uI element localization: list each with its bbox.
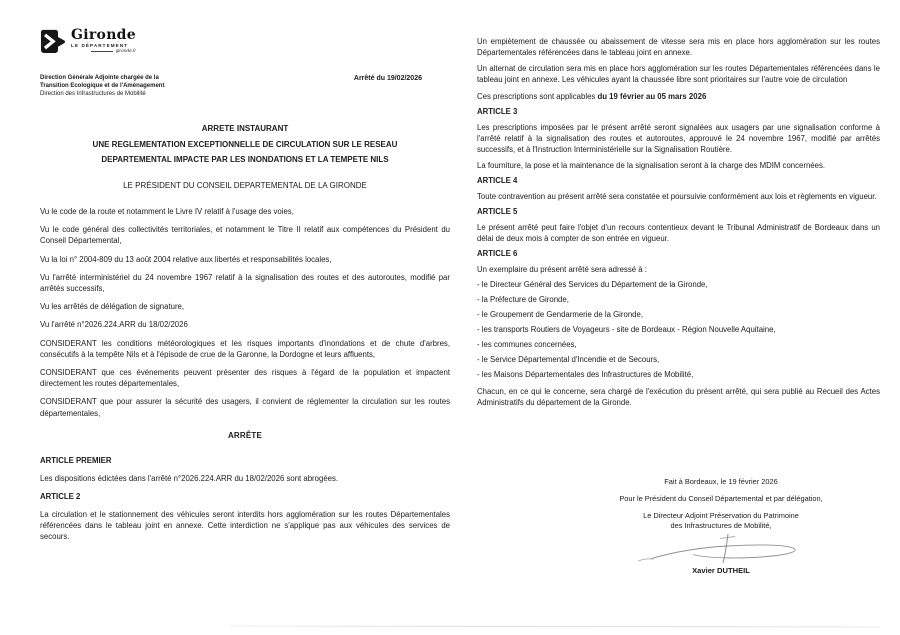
considerant-paragraph: CONSIDERANT que pour assurer la sécurité des usagers, il convient de réglementer la circulation sur les routes départementales,: [40, 397, 450, 418]
applicable-dates-paragraph: Ces prescriptions sont applicables du 19 février au 05 mars 2026: [477, 92, 707, 101]
article-5-body: Le présent arrêté peut faire l'objet d'un recours contentieux devant le Tribunal Administratif de Bordeaux dans un délai de deux mois à compter de son entrée en vigueur.: [477, 223, 880, 243]
recipient-item: - les Maisons Départementales des Infrastructures de Mobilité,: [477, 370, 694, 379]
recipient-item: - les transports Routiers de Voyageurs - site de Bordeaux - Région Nouvelle Aquitaine,: [477, 325, 776, 334]
article-4-body: Toute contravention au présent arrêté sera constatée et poursuivie conformément aux lois et règlements en vigueur.: [477, 192, 877, 201]
applicable-date-range: du 19 février au 05 mars 2026: [597, 92, 707, 101]
visa-paragraph: Vu le code de la route et notamment le Livre IV relatif à l'usage des voies,: [40, 206, 294, 216]
delegation-line: Pour le Président du Conseil Départemental et par délégation,: [619, 494, 823, 503]
visa-paragraph: Vu la loi n° 2004-809 du 13 août 2004 relative aux libertés et responsabilités locales,: [40, 254, 332, 264]
place-and-date: Fait à Bordeaux, le 19 février 2026: [664, 477, 778, 486]
considerant-paragraph: CONSIDERANT que ces événements peuvent présenter des risques à l'égard de la population et impactent directement les routes départementales,: [40, 367, 450, 389]
issuing-direction: [40, 75, 164, 98]
logo-wordmark: Gironde: [71, 27, 136, 43]
signatory-name: Xavier DUTHEIL: [692, 566, 750, 575]
empietement-paragraph: Un empiètement de chaussée ou abaissement de vitesse sera mis en place hors agglomération sur les routes Départementales référencées dans le tableau joint en annexe.: [477, 37, 880, 57]
article-3-body-1: Les prescriptions imposées par le présent arrêté seront signalées aux usagers par une signalisation conforme à l'arrêté relatif à la signalisation des routes et autoroutes, approuvé le 24 novembre 1967, modifié par arrêtés successifs, et à l'Instruction Interministérielle sur la Signalisation Routière.: [477, 123, 880, 154]
article-2-body: La circulation et le stationnement des véhicules seront interdits hors agglomération sur les routes Départementales référencées dans le tableau joint en annexe. Cette interdiction ne s'applique pas aux véhicules des services de secours.: [40, 509, 450, 542]
gironde-logo-mark-icon: [40, 28, 66, 56]
signature-block: [555, 477, 887, 576]
article-2-heading: ARTICLE 2: [40, 491, 81, 501]
arrete-date: Arrêté du 19/02/2026: [353, 75, 422, 82]
visa-paragraph: Vu l'arrêté n°2026.224.ARR du 18/02/2026: [40, 320, 188, 330]
logo-url-label: gironde.fr: [71, 50, 136, 55]
alternat-paragraph: Un alternat de circulation sera mis en place hors agglomération sur les routes Départementales référencées dans le tableau joint en annexe. Les véhicules ayant la chaussée libre sont prioritaires sur l'autre voie de circulation: [477, 64, 880, 84]
article-premier-heading: ARTICLE PREMIER: [40, 455, 112, 465]
article-4-heading: ARTICLE 4: [477, 176, 518, 185]
president-subtitle: LE PRÉSIDENT DU CONSEIL DEPARTEMENTAL DE LA GIRONDE: [123, 180, 367, 190]
scan-artifact-line: [230, 626, 880, 628]
article-premier-body: Les dispositions édictées dans l'arrêté n°2026.224.ARR du 18/02/2026 sont abrogées.: [40, 473, 339, 483]
article-3-heading: ARTICLE 3: [477, 107, 518, 116]
logo-department-label: LE DÉPARTEMENT: [71, 42, 129, 48]
logo-rule: [91, 51, 113, 52]
recipient-item: - la Préfecture de Gironde,: [477, 295, 569, 304]
page-column-right: [477, 36, 880, 413]
arrete-heading: ARRÊTE: [227, 430, 263, 440]
gironde-logo-text: [71, 28, 136, 54]
article-3-body-2: La fourniture, la pose et la maintenance de la signalisation seront à la charge des MDIM concernées.: [477, 161, 826, 170]
direction-line-2: Transition Ecologique et de l'Aménagement: [40, 82, 165, 89]
closing-paragraph: Chacun, en ce qui le concerne, sera chargé de l'exécution du présent arrêté, qui sera publié au Recueil des Actes Administratifs du département de la Gironde.: [477, 387, 880, 407]
document-title: [40, 121, 450, 168]
recipient-item: - le Service Départemental d'Incendie et de Secours,: [477, 355, 660, 364]
recipient-item: - les communes concernées,: [477, 340, 577, 349]
title-line-3: DEPARTEMENTAL IMPACTE PAR LES INONDATIONS ET LA TEMPETE NILS: [101, 155, 389, 165]
article-6-intro: Un exemplaire du présent arrêté sera adressé à :: [477, 265, 647, 274]
title-line-1: ARRETE INSTAURANT: [201, 124, 289, 134]
visa-paragraph: Vu l'arrêté interministériel du 24 novembre 1967 relatif à la signalisation des routes et des autoroutes, modifié par arrêtés successifs,: [40, 272, 450, 293]
document-header: [40, 75, 450, 98]
considerant-paragraph: CONSIDERANT les conditions météorologiques et les risques importants d'inondations et de chute d'arbres, consécutifs à la tempête Nils et à l'épisode de crue de la Garonne, la Dordogne et leurs affluents,: [40, 338, 450, 359]
visa-paragraph: Vu le code général des collectivités territoriales, et notamment le Titre II relatif aux compétences du Président du Conseil Départemental,: [40, 225, 450, 246]
direction-line-1: Direction Générale Adjointe chargée de la: [40, 75, 159, 81]
recipient-item: - le Directeur Général des Services du Département de la Gironde,: [477, 280, 708, 289]
title-line-2: UNE REGLEMENTATION EXCEPTIONNELLE DE CIRCULATION SUR LE RESEAU: [92, 139, 398, 149]
gironde-logo: [40, 28, 450, 68]
visa-paragraph: Vu les arrêtés de délégation de signature,: [40, 302, 185, 312]
recipient-item: - le Groupement de Gendarmerie de la Gironde,: [477, 310, 643, 319]
signatory-role-line-1: Le Directeur Adjoint Préservation du Patrimoine: [643, 511, 799, 520]
page-column-left: [40, 28, 450, 550]
direction-line-3: Direction des Infrastructures de Mobilité: [40, 90, 146, 97]
article-5-heading: ARTICLE 5: [477, 207, 518, 216]
signatory-role-line-2: des Infrastructures de Mobilité,: [670, 520, 772, 530]
handwritten-signature: [636, 532, 806, 566]
article-6-heading: ARTICLE 6: [477, 249, 518, 258]
